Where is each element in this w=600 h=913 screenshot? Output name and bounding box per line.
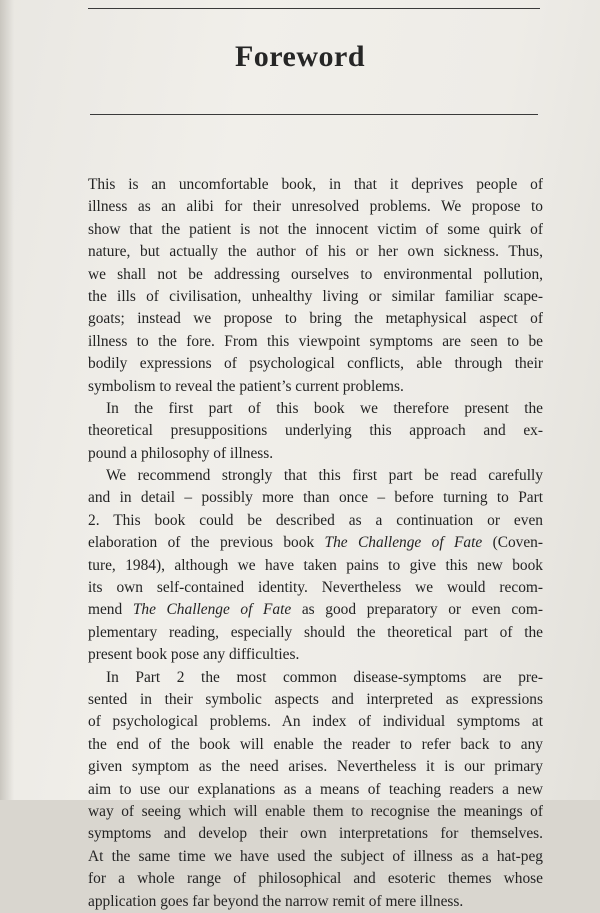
paragraph <box>88 174 543 398</box>
text-line: aim to use our explanations as a means of teaching readers a new <box>88 780 543 798</box>
text-line: way of seeing which will enable them to recognise the meanings of <box>88 802 543 820</box>
text-line: illness as an alibi for their unresolved problems. We propose to <box>88 198 543 216</box>
paragraph <box>88 398 543 465</box>
page-title: Foreword <box>234 40 366 73</box>
text-line: symbolism to reveal the patient’s current problems. <box>88 377 404 395</box>
top-rule <box>88 8 540 9</box>
text-line: show that the patient is not the innocent victim of some quirk of <box>88 220 543 238</box>
text-line: elaboration of the previous book The Challenge of Fate (Coven- <box>88 534 543 552</box>
book-title-italic: The Challenge of Fate <box>132 601 292 619</box>
text-line: symptoms and develop their own interpretations for themselves. <box>88 825 543 843</box>
text-line: of psychological problems. An index of individual symptoms at <box>88 713 543 731</box>
foreword-body <box>88 174 543 913</box>
text-line: pound a philosophy of illness. <box>88 444 274 462</box>
text-line: mend The Challenge of Fate as good preparatory or even com- <box>88 601 543 619</box>
text-line: nature, but actually the author of his or her own sickness. Thus, <box>88 243 543 261</box>
book-title-italic: The Challenge of Fate <box>324 534 483 552</box>
text-line: goats; instead we propose to bring the metaphysical aspect of <box>88 310 543 328</box>
paragraph <box>88 667 543 913</box>
text-line: At the same time we have used the subject of illness as a hat-peg <box>88 847 543 865</box>
text-line: and in detail – possibly more than once – before turning to Part <box>88 489 543 507</box>
text-line: ture, 1984), although we have taken pains to give this new book <box>88 556 543 574</box>
text-line: the end of the book will enable the reader to refer back to any <box>88 735 543 753</box>
spine-shadow <box>0 0 14 800</box>
text-line: In Part 2 the most common disease-symptoms are pre- <box>106 668 543 686</box>
text-line: This is an uncomfortable book, in that it deprives people of <box>88 176 543 193</box>
text-line: given symptom as the need arises. Nevertheless it is our primary <box>88 758 543 776</box>
text-line: present book pose any difficulties. <box>88 646 300 664</box>
text-line: In the first part of this book we therefore present the <box>106 399 543 417</box>
paragraph <box>88 465 543 667</box>
text-line: We recommend strongly that this first part be read carefully <box>106 467 543 485</box>
text-line: bodily expressions of psychological conflicts, able through their <box>88 355 543 373</box>
title-rule <box>90 114 538 115</box>
text-line: 2. This book could be described as a continuation or even <box>88 511 543 529</box>
text-line: sented in their symbolic aspects and interpreted as expressions <box>88 690 543 708</box>
text-line: illness to the fore. From this viewpoint symptoms are seen to be <box>88 332 543 350</box>
text-line: the ills of civilisation, unhealthy living or similar familiar scape- <box>88 287 543 305</box>
text-line: theoretical presuppositions underlying this approach and ex- <box>88 422 543 440</box>
text-line: its own self-contained identity. Nevertheless we would recom- <box>88 579 543 597</box>
text-line: plementary reading, especially should the theoretical part of the <box>88 623 543 641</box>
text-line: for a whole range of philosophical and esoteric themes whose <box>88 870 543 888</box>
text-line: application goes far beyond the narrow remit of mere illness. <box>88 892 464 910</box>
text-line: we shall not be addressing ourselves to environmental pollution, <box>88 265 543 283</box>
